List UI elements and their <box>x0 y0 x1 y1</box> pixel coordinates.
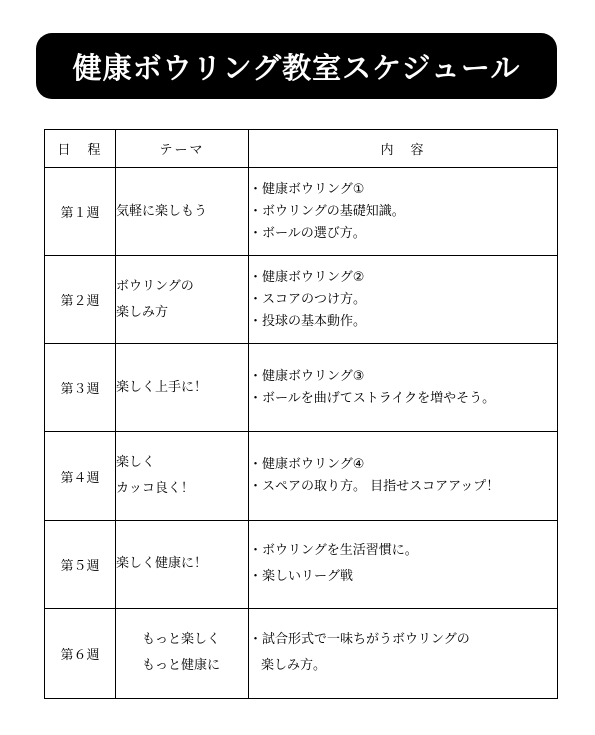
content-item: ・ボールを曲げてストライクを増やそう。 <box>249 390 496 406</box>
table-row-week3 <box>45 344 558 432</box>
content-item: ・投球の基本動作。 <box>249 313 367 329</box>
content-item: ・ボウリングを生活習慣に。 <box>249 543 418 559</box>
schedule-table <box>44 129 558 699</box>
content-item: ・楽しいリーグ戦 <box>249 569 354 585</box>
week-content <box>249 168 558 256</box>
content-item: ・健康ボウリング④ <box>249 457 365 473</box>
theme-line: カッコ良く！ <box>116 481 194 497</box>
week-label: 第２週 <box>45 256 116 344</box>
week-label: 第４週 <box>45 432 116 520</box>
content-item: ・スコアのつけ方。 <box>249 291 367 307</box>
content-item: ・試合形式で一味ちがうボウリングの <box>249 632 470 648</box>
content-item: ・健康ボウリング① <box>249 181 365 197</box>
theme-line: 楽しく健康に！ <box>116 556 208 572</box>
table-row-week1 <box>45 168 558 256</box>
theme-line: 楽しく上手に！ <box>116 379 208 395</box>
week-content <box>249 344 558 432</box>
table-row-week5 <box>45 520 558 608</box>
header-content: 内 容 <box>249 130 558 168</box>
content-item: ・ボウリングの基礎知識。 <box>249 203 405 219</box>
week-label: 第６週 <box>45 608 116 698</box>
week-content <box>249 520 558 608</box>
week-theme <box>116 344 249 432</box>
theme-line: もっと楽しく <box>142 632 221 648</box>
week-theme <box>116 168 249 256</box>
week-theme <box>116 256 249 344</box>
week-theme <box>116 520 249 608</box>
content-item: ・ボールの選び方。 <box>249 225 366 241</box>
week-label: 第３週 <box>45 344 116 432</box>
table-row-week2 <box>45 256 558 344</box>
week-content <box>249 608 558 698</box>
theme-line: ボウリングの <box>116 278 194 294</box>
content-item: ・スペアの取り方。 目指せスコアアップ！ <box>249 479 500 495</box>
header-theme: テーマ <box>116 130 249 168</box>
table-row-week6 <box>45 608 558 698</box>
week-label: 第５週 <box>45 520 116 608</box>
page-title: 健康ボウリング教室スケジュール <box>36 33 557 99</box>
table-row-week4 <box>45 432 558 520</box>
content-item: ・健康ボウリング② <box>249 269 365 285</box>
theme-line: 気軽に楽しもう <box>116 203 208 219</box>
week-content <box>249 256 558 344</box>
theme-line: もっと健康に <box>142 658 221 674</box>
content-item: 楽しみ方。 <box>261 658 327 674</box>
table-header-row <box>45 130 558 168</box>
header-schedule: 日 程 <box>45 130 116 168</box>
week-label: 第１週 <box>45 168 116 256</box>
theme-line: 楽しみ方 <box>116 304 169 320</box>
theme-line: 楽しく <box>116 455 156 471</box>
week-theme <box>116 608 249 698</box>
week-content <box>249 432 558 520</box>
week-theme <box>116 432 249 520</box>
content-item: ・健康ボウリング③ <box>249 368 365 384</box>
